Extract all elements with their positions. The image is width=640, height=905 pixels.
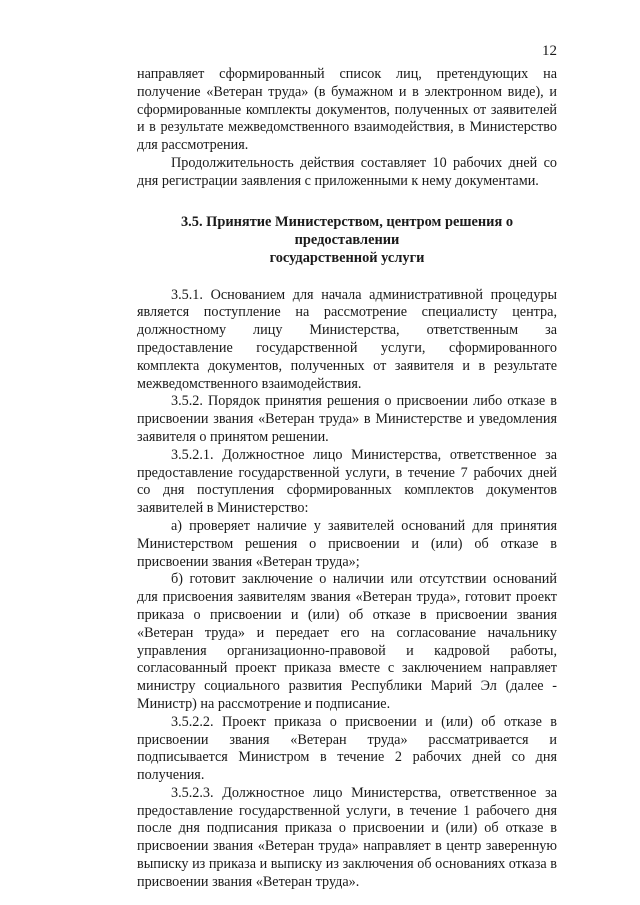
paragraph-3-5-2: 3.5.2. Порядок принятия решения о присвоении либо отказе в присвоении звания «Ветеран труда» в Министерстве и уведомления заявителя о принятом решении. [137,393,557,445]
page-number: 12 [542,43,557,59]
document-body [137,66,557,892]
section-heading-line-2: государственной услуги [269,249,425,266]
paragraph-item-a: а) проверяет наличие у заявителей оснований для принятия Министерством решения о присвоении и (или) об отказе в присвоении звания «Ветеран труда»; [137,517,557,570]
intro-paragraph-1: направляет сформированный список лиц, претендующих на получение «Ветеран труда» (в бумажном и в электронном виде), и сформированные комплекты документов, полученных от заявителей и в результате межведомственного взаимодействия, в Министерство для рассмотрения. [137,66,557,154]
paragraph-3-5-2-3: 3.5.2.3. Должностное лицо Министерства, ответственное за предоставление государственной услуги, в течение 1 рабочего дня после дня подписания приказа о присвоении и (или) об отказе в присвоении звания «Ветеран труда» направляет в центр заверенную выписку из приказа и выписку из заключения об основаниях отказа в присвоении звания «Ветеран труда». [137,784,557,890]
intro-paragraph-2: Продолжительность действия составляет 10 рабочих дней со дня регистрации заявления с приложенными к нему документами. [137,154,557,189]
paragraph-3-5-1: 3.5.1. Основанием для начала административной процедуры является поступление на рассмотрение специалисту центра, должностному лицу Министерства, ответственным за предоставление государственной услуги, сформированного комплекта документов, полученных от заявителя и в результате межведомственного взаимодействия. [137,286,557,392]
section-heading-line-1: 3.5. Принятие Министерством, центром решения о предоставлении [180,213,514,248]
paragraph-3-5-2-2: 3.5.2.2. Проект приказа о присвоении и (или) об отказе в присвоении звания «Ветеран труда» рассматривается и подписывается Министром в течение 2 рабочих дней со дня получения. [137,713,557,784]
paragraph-item-b: б) готовит заключение о наличии или отсутствии оснований для присвоения заявителям звания «Ветеран труда», готовит проект приказа о присвоении и (или) об отказе в присвоении звания «Ветеран труда» и передает его на согласование начальнику управления организационно-правовой и кадровой работы, согласованный проект приказа вместе с заключением направляет министру социального развития Республики Марий Эл (далее - Министр) на рассмотрение и подписание. [137,571,557,712]
paragraph-3-5-2-1: 3.5.2.1. Должностное лицо Министерства, ответственное за предоставление государственной услуги, в течение 7 рабочих дней со дня поступления сформированных комплектов документов заявителей в Министерство: [137,446,557,517]
section-heading [137,213,557,267]
